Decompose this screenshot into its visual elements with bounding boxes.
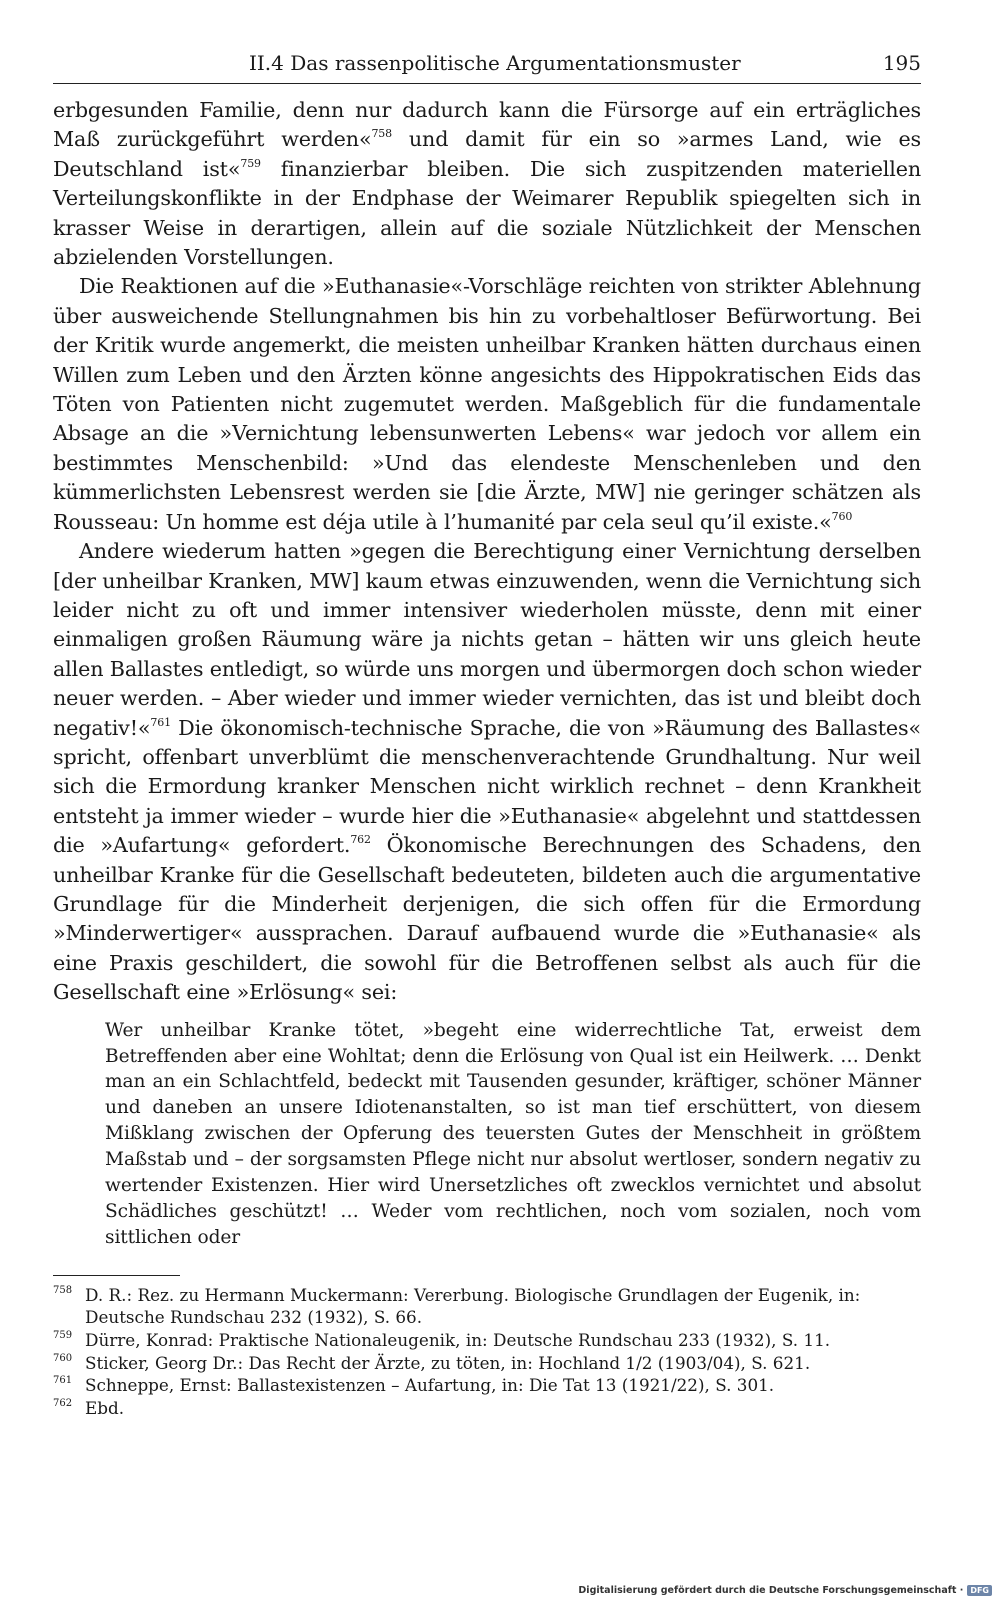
footnote-758 (53, 1284, 921, 1329)
footnote-number: 758 (53, 1284, 73, 1296)
footnote-text: Ebd. (85, 1397, 125, 1418)
page-number: 195 (882, 51, 921, 75)
watermark-text: Digitalisierung gefördert durch die Deutsche Forschungsgemeinschaft · (578, 1585, 964, 1596)
text-run: erbgesunden Familie, denn nur dadurch kann die Fürsorge auf ein erträgliches Maß zurückgeführt werden« (53, 98, 921, 152)
footnote-761 (53, 1374, 921, 1397)
paragraph-1 (53, 96, 921, 272)
text-run: finanzierbar bleiben. Die sich zuspitzenden materiellen Verteilungskonflikte in der Endphase der Weimarer Republik spiegelten sich in krasser Weise in derartigen, allein auf die soziale Nützlichkeit der Menschen abzielenden Vorstellungen. (53, 156, 921, 270)
footnote-759 (53, 1329, 921, 1352)
footnote-760 (53, 1352, 921, 1375)
footnote-text: Schneppe, Ernst: Ballastexistenzen – Aufartung, in: Die Tat 13 (1921/22), S. 301. (85, 1375, 775, 1396)
text-run: Ökonomische Berechnungen des Schadens, den unheilbar Kranke für die Gesellschaft bedeuteten, bildeten auch die argumentative Grundlage für die Minderheit derjenigen, die sich offen für die Ermordung »Minderwertiger« aussprachen. Darauf aufbauend wurde die »Euthanasie« als eine Praxis geschildert, die sowohl für die Betroffenen selbst als auch für die Gesellschaft eine »Erlösung« sei: (53, 833, 922, 1005)
body-text (53, 96, 921, 1008)
text-run: Die Reaktionen auf die »Euthanasie«-Vorschläge reichten von strikter Ablehnung über ausweichende Stellungnahmen bis hin zu vorbehaltloser Befürwortung. Bei der Kritik wurde angemerkt, die meisten unheilbar Kranken hätten durchaus einen Willen zum Leben und den Ärzten könne angesichts des Hippokratischen Eids das Töten von Patienten nicht zugemutet werden. Maßgeblich für die fundamentale Absage an die »Vernichtung lebensunwerten Lebens« war jedoch vor allem ein bestimmtes Menschenbild: »Und das elendeste Menschenleben und den kümmerlichsten Lebensrest werden sie [die Ärzte, MW] nie geringer schätzen als Rousseau: Un homme est déja utile à l’humanité par cela seul qu’il existe.« (53, 274, 921, 534)
running-header (53, 50, 921, 84)
digitization-watermark (578, 1585, 992, 1596)
footnote-number: 760 (53, 1352, 73, 1364)
book-page (53, 50, 921, 1419)
footnote-number: 761 (53, 1375, 73, 1387)
paragraph-2 (53, 272, 921, 537)
footnote-ref-760[interactable]: 760 (831, 509, 853, 523)
text-run: Andere wiederum hatten »gegen die Berechtigung einer Vernichtung derselben [der unheilbar Kranken, MW] kaum etwas einzuwenden, wenn die Vernichtung sich leider nicht zu oft und immer intensiver wiederholen müsste, denn mit einer einmaligen großen Räumung wäre ja nichts getan – hätten wir uns gleich heute allen Ballastes entledigt, so würde uns morgen und übermorgen doch schon wieder neuer werden. – Aber wieder und immer wieder vernichten, das ist und bleibt doch negativ!« (53, 539, 921, 740)
footnote-number: 759 (53, 1329, 73, 1341)
footnote-text: Dürre, Konrad: Praktische Nationaleugenik, in: Deutsche Rundschau 233 (1932), S. 11. (85, 1329, 831, 1350)
footnote-ref-762[interactable]: 762 (350, 833, 371, 847)
footnote-number: 762 (53, 1397, 73, 1409)
footnote-ref-761[interactable]: 761 (150, 715, 171, 729)
block-quote: Wer unheilbar Kranke tötet, »begeht eine widerrechtliche Tat, erweist dem Betreffenden aber eine Wohltat; denn die Erlösung von Qual ist ein Heilwerk. … Denkt man an ein Schlachtfeld, bedeckt mit Tausenden gesunder, kräftiger, schöner Männer und daneben an unsere Idiotenanstalten, so ist man tief erschüttert, von diesem Mißklang zwischen der Opferung des teuersten Gutes der Menschheit in größtem Maßstab und – der sorgsamsten Pflege nicht nur absolut wertloser, sondern negativ zu wertender Existenzen. Hier wird Unersetzliches oft zwecklos vernichtet und absolut Schädliches geschützt! … Weder vom rechtlichen, noch vom sozialen, noch vom sittlichen oder (105, 1019, 921, 1248)
text-run: und damit für ein so »armes Land, wie es Deutschland ist« (53, 127, 922, 181)
dfg-logo-icon: DFG (967, 1585, 992, 1596)
footnote-text: Sticker, Georg Dr.: Das Recht der Ärzte, zu töten, in: Hochland 1/2 (1903/04), S. 621. (85, 1352, 811, 1373)
footnote-ref-758[interactable]: 758 (371, 127, 392, 141)
text-run: Die ökonomisch-technische Sprache, die von »Räumung des Ballastes« spricht, offenbart unverblümt die menschenverachtende Grundhaltung. Nur weil sich die Ermordung kranker Menschen nicht wirklich rechnet – denn Krankheit entsteht ja immer wieder – wurde hier die »Euthanasie« abgelehnt und stattdessen die »Aufartung« gefordert. (53, 715, 921, 858)
chapter-title: II.4 Das rassenpolitische Argumentationsmuster (249, 51, 741, 75)
footnote-divider (53, 1275, 180, 1276)
footnote-ref-759[interactable]: 759 (240, 156, 261, 170)
footnote-text: D. R.: Rez. zu Hermann Muckermann: Vererbung. Biologische Grundlagen der Eugenik, in: Deutsche Rundschau 232 (1932), S. 66. (85, 1284, 861, 1328)
footnotes (53, 1284, 921, 1420)
footnote-762 (53, 1397, 921, 1420)
paragraph-3 (53, 537, 921, 1008)
